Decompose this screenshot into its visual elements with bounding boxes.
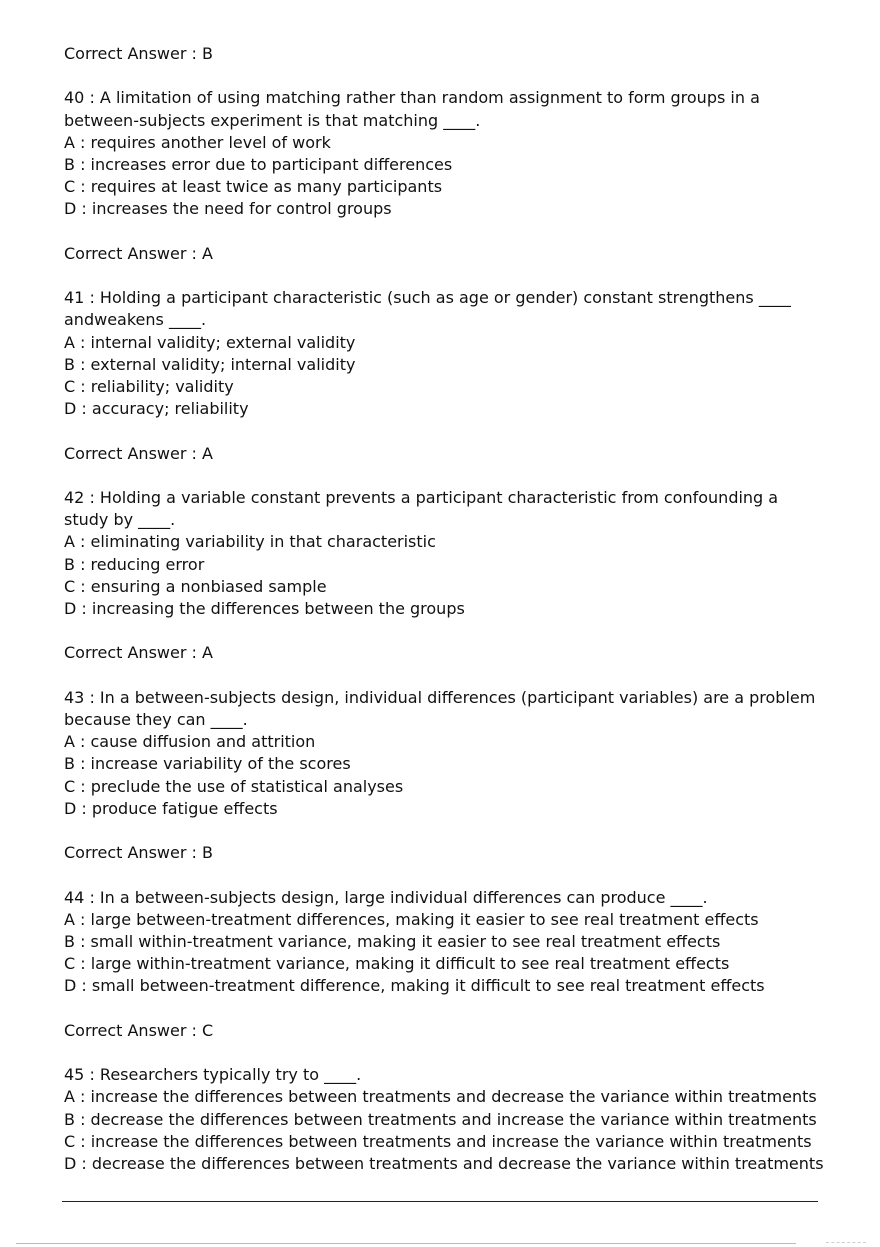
question-42-option-c: C : ensuring a nonbiased sample xyxy=(64,576,327,596)
spacer xyxy=(64,620,824,642)
question-40-option-d: D : increases the need for control groups xyxy=(64,199,392,219)
question-42-option-d: D : increasing the differences between the groups xyxy=(64,599,465,618)
spacer xyxy=(64,465,824,487)
correct-answer-44: Correct Answer : C xyxy=(64,1020,214,1040)
question-41-text: 41 : Holding a participant characteristic (such as age or gender) constant strengthens ____ andweakens ____. xyxy=(64,288,796,330)
correct-answer-41: Correct Answer : A xyxy=(64,443,213,463)
question-45-option-c: C : increase the differences between treatments and increase the variance within treatments xyxy=(64,1131,812,1151)
question-44-text: 44 : In a between-subjects design, large individual differences can produce ____. xyxy=(64,887,708,907)
spacer xyxy=(64,65,824,87)
question-40-option-b: B : increases error due to participant differences xyxy=(64,155,453,174)
question-44-option-d: D : small between-treatment difference, making it difficult to see real treatment effects xyxy=(64,976,765,996)
question-43-option-a: A : cause diffusion and attrition xyxy=(64,732,316,752)
question-41-option-a: A : internal validity; external validity xyxy=(64,332,356,352)
question-45-option-a: A : increase the differences between treatments and decrease the variance within treatments xyxy=(64,1087,817,1107)
question-45-option-b: B : decrease the differences between treatments and increase the variance within treatments xyxy=(64,1109,817,1129)
question-40-option-c: C : requires at least twice as many participants xyxy=(64,177,443,197)
correct-answer-42: Correct Answer : A xyxy=(64,643,213,663)
question-44-option-a: A : large between-treatment differences, making it easier to see real treatment effects xyxy=(64,909,759,929)
spacer xyxy=(64,420,824,442)
question-44-option-b: B : small within-treatment variance, making it easier to see real treatment effects xyxy=(64,931,721,951)
question-40-text: 40 : A limitation of using matching rather than random assignment to form groups in a between-subjects experiment is that matching ____. xyxy=(64,88,765,130)
question-41-option-b: B : external validity; internal validity xyxy=(64,354,356,374)
correct-answer-39: Correct Answer : B xyxy=(64,44,213,63)
page-bottom-divider xyxy=(16,1243,796,1244)
question-42 xyxy=(64,487,824,620)
footer-divider xyxy=(62,1201,818,1202)
question-43-option-b: B : increase variability of the scores xyxy=(64,754,351,774)
question-45-option-d: D : decrease the differences between treatments and decrease the variance within treatments xyxy=(64,1153,824,1173)
question-43 xyxy=(64,687,824,820)
question-40-option-a: A : requires another level of work xyxy=(64,132,331,152)
question-45-text: 45 : Researchers typically try to ____. xyxy=(64,1065,362,1085)
spacer xyxy=(64,1042,824,1064)
question-42-option-a: A : eliminating variability in that characteristic xyxy=(64,532,436,552)
spacer xyxy=(64,665,824,687)
question-41 xyxy=(64,287,824,420)
question-41-option-c: C : reliability; validity xyxy=(64,377,234,396)
question-42-option-b: B : reducing error xyxy=(64,554,205,574)
question-42-text: 42 : Holding a variable constant prevents a participant characteristic from confounding a study by ____. xyxy=(64,487,784,530)
question-45 xyxy=(64,1064,824,1175)
question-43-option-c: C : preclude the use of statistical analyses xyxy=(64,776,404,796)
spacer xyxy=(64,221,824,243)
spacer xyxy=(64,864,824,886)
correct-answer-43: Correct Answer : B xyxy=(64,843,213,863)
spacer xyxy=(64,998,824,1020)
correct-answer-40: Correct Answer : A xyxy=(64,243,213,263)
question-40 xyxy=(64,87,824,220)
question-41-option-d: D : accuracy; reliability xyxy=(64,399,249,419)
question-44-option-c: C : large within-treatment variance, making it difficult to see real treatment effects xyxy=(64,954,730,974)
question-43-text: 43 : In a between-subjects design, individual differences (participant variables) are a problem because they can ____. xyxy=(64,687,821,729)
question-44 xyxy=(64,887,824,998)
question-43-option-d: D : produce fatigue effects xyxy=(64,798,278,818)
page-bottom-mark xyxy=(826,1242,866,1243)
quiz-content xyxy=(64,43,824,1175)
spacer xyxy=(64,820,824,842)
spacer xyxy=(64,265,824,287)
